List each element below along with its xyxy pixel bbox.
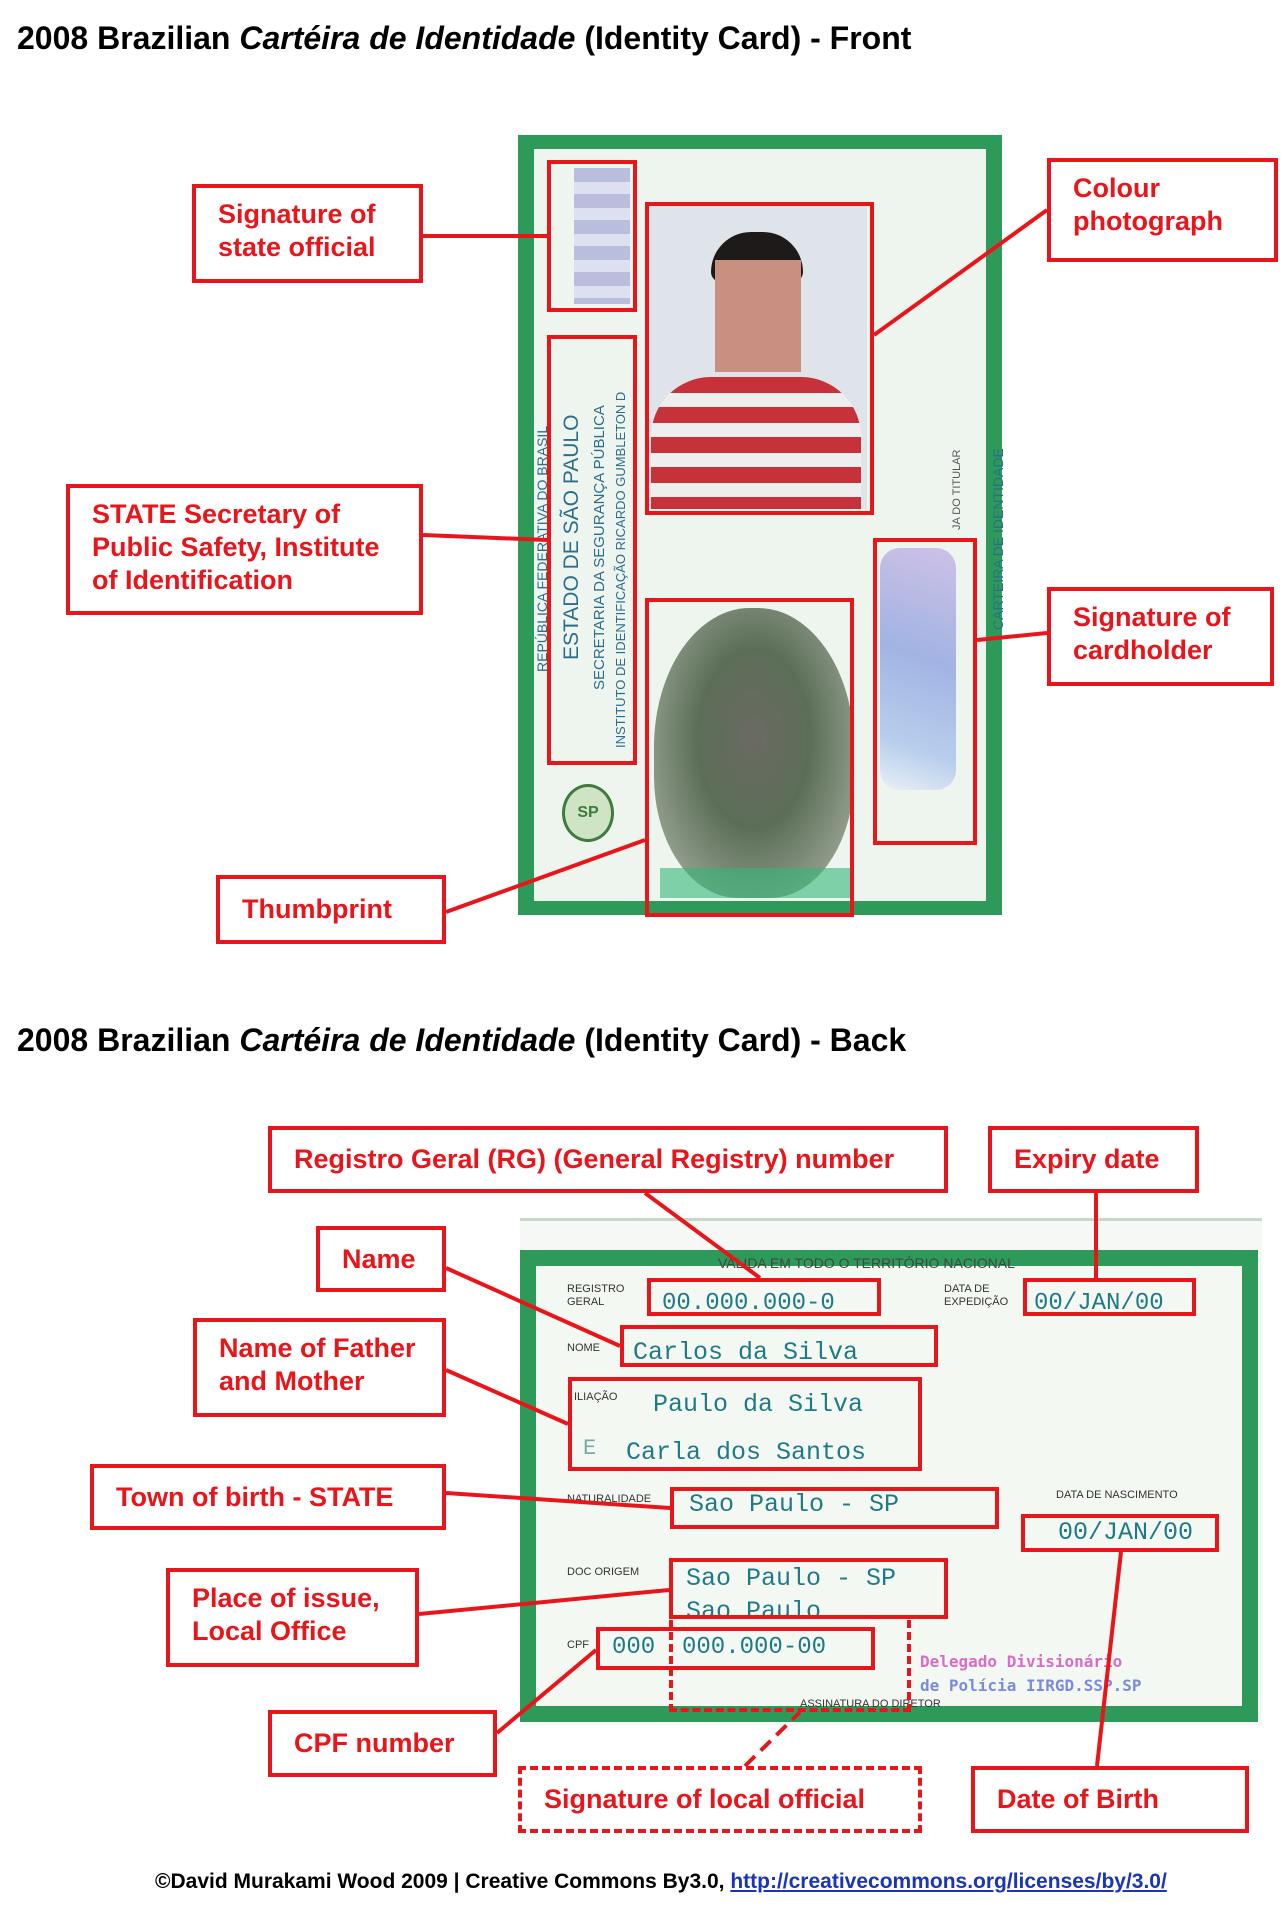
holder-sig-text: JA DO TITULAR <box>951 449 963 530</box>
front-heading-prefix: 2008 Brazilian <box>17 20 240 56</box>
seal-text: SP <box>577 804 599 821</box>
callout-colour-photograph: Colour photograph <box>1047 158 1278 262</box>
connector-photo <box>874 210 1047 335</box>
front-heading-italic: Cartéira de Identidade <box>239 20 576 56</box>
license-link[interactable]: http://creativecommons.org/licenses/by/3.0/ <box>730 1870 1167 1893</box>
callout-official-signature: Signature of state official <box>192 184 423 283</box>
callout-place-of-issue: Place of issue, Local Office <box>166 1568 419 1667</box>
callout-thumbprint: Thumbprint <box>216 875 446 944</box>
callout-town-of-birth: Town of birth - STATE <box>90 1464 446 1530</box>
filiacao-label: ILIAÇÃO <box>574 1391 618 1403</box>
republic-text: REPÚBLICA FEDERATIVA DO BRASIL <box>534 425 550 672</box>
front-heading-suffix: (Identity Card) - Front <box>575 20 912 56</box>
footer-credit <box>155 1870 1167 1894</box>
connector-town <box>446 1493 670 1508</box>
stamp-line-2: de Polícia IIRGD.SSP.SP <box>920 1676 1142 1695</box>
connector-cpf <box>497 1650 596 1733</box>
callout-cpf-number: CPF number <box>268 1710 497 1777</box>
stamp-line-1: Delegado Divisionário <box>920 1652 1123 1671</box>
connector-name <box>446 1268 620 1346</box>
expiry-value: 00/JAN/00 <box>1034 1290 1164 1317</box>
secretariat-text: SECRETARIA DA SEGURANÇA PÚBLICA <box>591 405 608 690</box>
back-heading-italic: Cartéira de Identidade <box>239 1022 576 1058</box>
naturalidade-label: NATURALIDADE <box>567 1493 652 1505</box>
cpf-label: CPF <box>567 1639 589 1651</box>
callout-rg-number: Registro Geral (RG) (General Registry) number <box>268 1126 948 1193</box>
and-mark: E <box>583 1436 597 1461</box>
back-heading-suffix: (Identity Card) - Back <box>575 1022 907 1058</box>
valid-text: VALIDA EM TODO O TERRITÓRIO NACIONAL <box>718 1255 1015 1271</box>
footer-text: ©David Murakami Wood 2009 | Creative Commons By3.0, <box>155 1870 731 1893</box>
connector-state-secretary <box>423 535 547 540</box>
connector-holder-signature <box>977 633 1047 640</box>
birthplace-value: Sao Paulo - SP <box>689 1490 900 1519</box>
connector-group <box>419 210 1121 1766</box>
callout-cardholder-signature: Signature of cardholder <box>1047 587 1274 686</box>
cpf-value-a: 000 <box>612 1634 656 1661</box>
assinatura-label: ASSINATURA DO DIRETOR <box>800 1698 941 1710</box>
father-value: Paulo da Silva <box>653 1390 864 1419</box>
card-title-text: CARTEIRA DE IDENTIDADE <box>990 448 1006 630</box>
dob-value: 00/JAN/00 <box>1058 1518 1194 1547</box>
institute-text: INSTITUTO DE IDENTIFICAÇÃO RICARDO GUMBLETON D <box>613 391 628 748</box>
nascimento-label: DATA DE NASCIMENTO <box>1056 1489 1178 1501</box>
connector-rg <box>645 1193 760 1278</box>
doc-origem-label: DOC ORIGEM <box>567 1566 640 1578</box>
callout-state-secretary: STATE Secretary of Public Safety, Institute of Identification <box>66 484 423 615</box>
name-value: Carlos da Silva <box>633 1338 859 1367</box>
place-issue-value-2: Sao Paulo <box>686 1597 822 1623</box>
connector-place <box>419 1590 669 1614</box>
back-heading-prefix: 2008 Brazilian <box>17 1022 240 1058</box>
expedicao-label: DATA DE EXPEDIÇÃO <box>944 1283 1009 1308</box>
connector-dob <box>1097 1552 1121 1766</box>
mother-value: Carla dos Santos <box>626 1438 867 1467</box>
callout-parents: Name of Father and Mother <box>193 1318 446 1417</box>
callout-local-signature: Signature of local official <box>518 1766 922 1833</box>
connector-local-signature <box>745 1712 800 1766</box>
callout-expiry-date: Expiry date <box>988 1126 1199 1193</box>
state-text: ESTADO DE SÃO PAULO <box>560 414 583 660</box>
connector-parents <box>446 1370 568 1424</box>
place-issue-value-1: Sao Paulo - SP <box>686 1564 897 1593</box>
registro-label: REGISTRO GERAL <box>567 1283 625 1308</box>
connector-thumbprint <box>446 840 645 912</box>
rg-value: 00.000.000-0 <box>662 1290 835 1317</box>
nome-label: NOME <box>567 1342 600 1354</box>
cpf-value-b: 000.000-00 <box>682 1634 827 1661</box>
callout-date-of-birth: Date of Birth <box>971 1766 1249 1833</box>
callout-name: Name <box>316 1226 446 1292</box>
